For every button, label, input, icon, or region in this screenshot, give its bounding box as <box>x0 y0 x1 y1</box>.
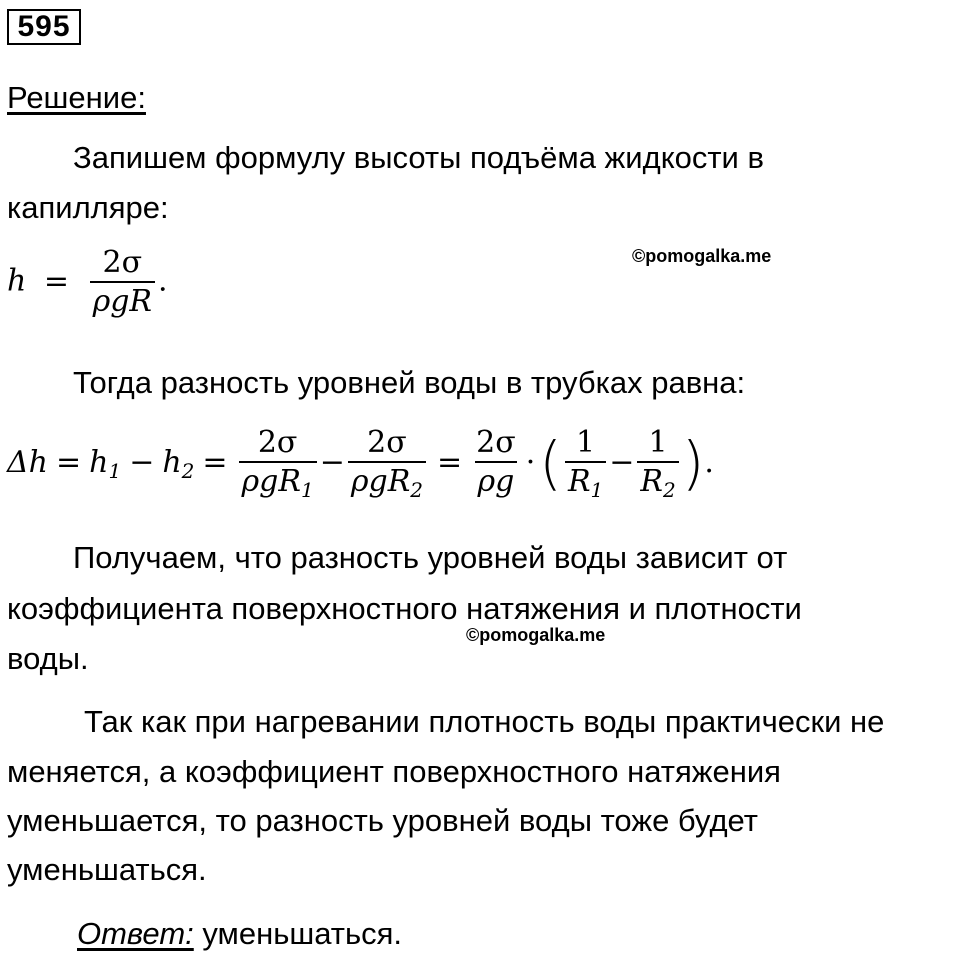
watermark-2: ©pomogalka.me <box>466 625 606 645</box>
formula-eq-2: = <box>202 444 228 480</box>
watermark: ©pomogalka.me <box>632 246 772 266</box>
answer-label: Ответ: <box>77 916 194 951</box>
paragraph-3-line-3: воды. <box>7 641 89 676</box>
paragraph-4-line-3: уменьшается, то разность уровней воды тоже будет <box>7 803 758 838</box>
answer-text: уменьшаться. <box>202 916 403 951</box>
paragraph-2: Тогда разность уровней воды в трубках равна: <box>73 365 746 400</box>
problem-number: 595 <box>7 9 81 45</box>
formula-h: h <box>7 263 27 299</box>
fraction-1-over-r2: $\frac{1}{R_2}$ <box>637 428 678 497</box>
fraction-2sigma-over-rhogr <box>90 245 155 319</box>
formula-minus-2: − <box>319 444 345 480</box>
paragraph-1-line-2: капилляре: <box>7 190 169 225</box>
paragraph-3-line-2: коэффициента поверхностного натяжения и плотности <box>7 591 802 626</box>
paragraph-4-line-4: уменьшаться. <box>7 852 207 887</box>
fraction-1-over-r1: $\frac{1}{R_1}$ <box>565 428 606 497</box>
formula-dot: · <box>525 444 536 480</box>
paragraph-4-line-2: меняется, а коэффициент поверхностного натяжения <box>7 754 781 789</box>
formula-h2: $h_2$ <box>162 444 195 483</box>
formula-h1: $h_1$ <box>89 444 122 483</box>
formula-minus-3: − <box>609 444 635 480</box>
right-paren: ) <box>681 428 705 497</box>
paragraph-1-line-1: Запишем формулу высоты подъёма жидкости в <box>73 140 764 175</box>
formula-delta-h: Δh <box>7 444 48 480</box>
formula-minus-1: − <box>129 444 155 480</box>
fraction-over-r2: $\frac{2\sigma}{\rho gR_2}$ <box>348 428 426 497</box>
answer-line <box>77 918 402 949</box>
fraction-over-rhog: $\frac{2\sigma}{\rho g}$ <box>476 425 516 499</box>
left-paren: ( <box>539 428 562 497</box>
formula-eq: = <box>43 263 70 299</box>
formula-eq-1: = <box>56 444 82 480</box>
solution-heading: Решение: <box>7 80 146 115</box>
fraction-denominator: ρgR <box>90 281 155 317</box>
formula2-end: . <box>704 444 714 480</box>
formula-difference <box>7 425 714 502</box>
formula-eq-3: = <box>437 444 463 480</box>
formula-height <box>7 245 168 319</box>
fraction-numerator: 2σ <box>102 245 143 280</box>
fraction-over-r1: $\frac{2\sigma}{\rho gR_1}$ <box>239 428 317 497</box>
formula-end: . <box>158 263 168 299</box>
paragraph-4-line-1: Так как при нагревании плотность воды практически не <box>84 704 885 739</box>
paragraph-3-line-1: Получаем, что разность уровней воды зависит от <box>73 540 788 575</box>
